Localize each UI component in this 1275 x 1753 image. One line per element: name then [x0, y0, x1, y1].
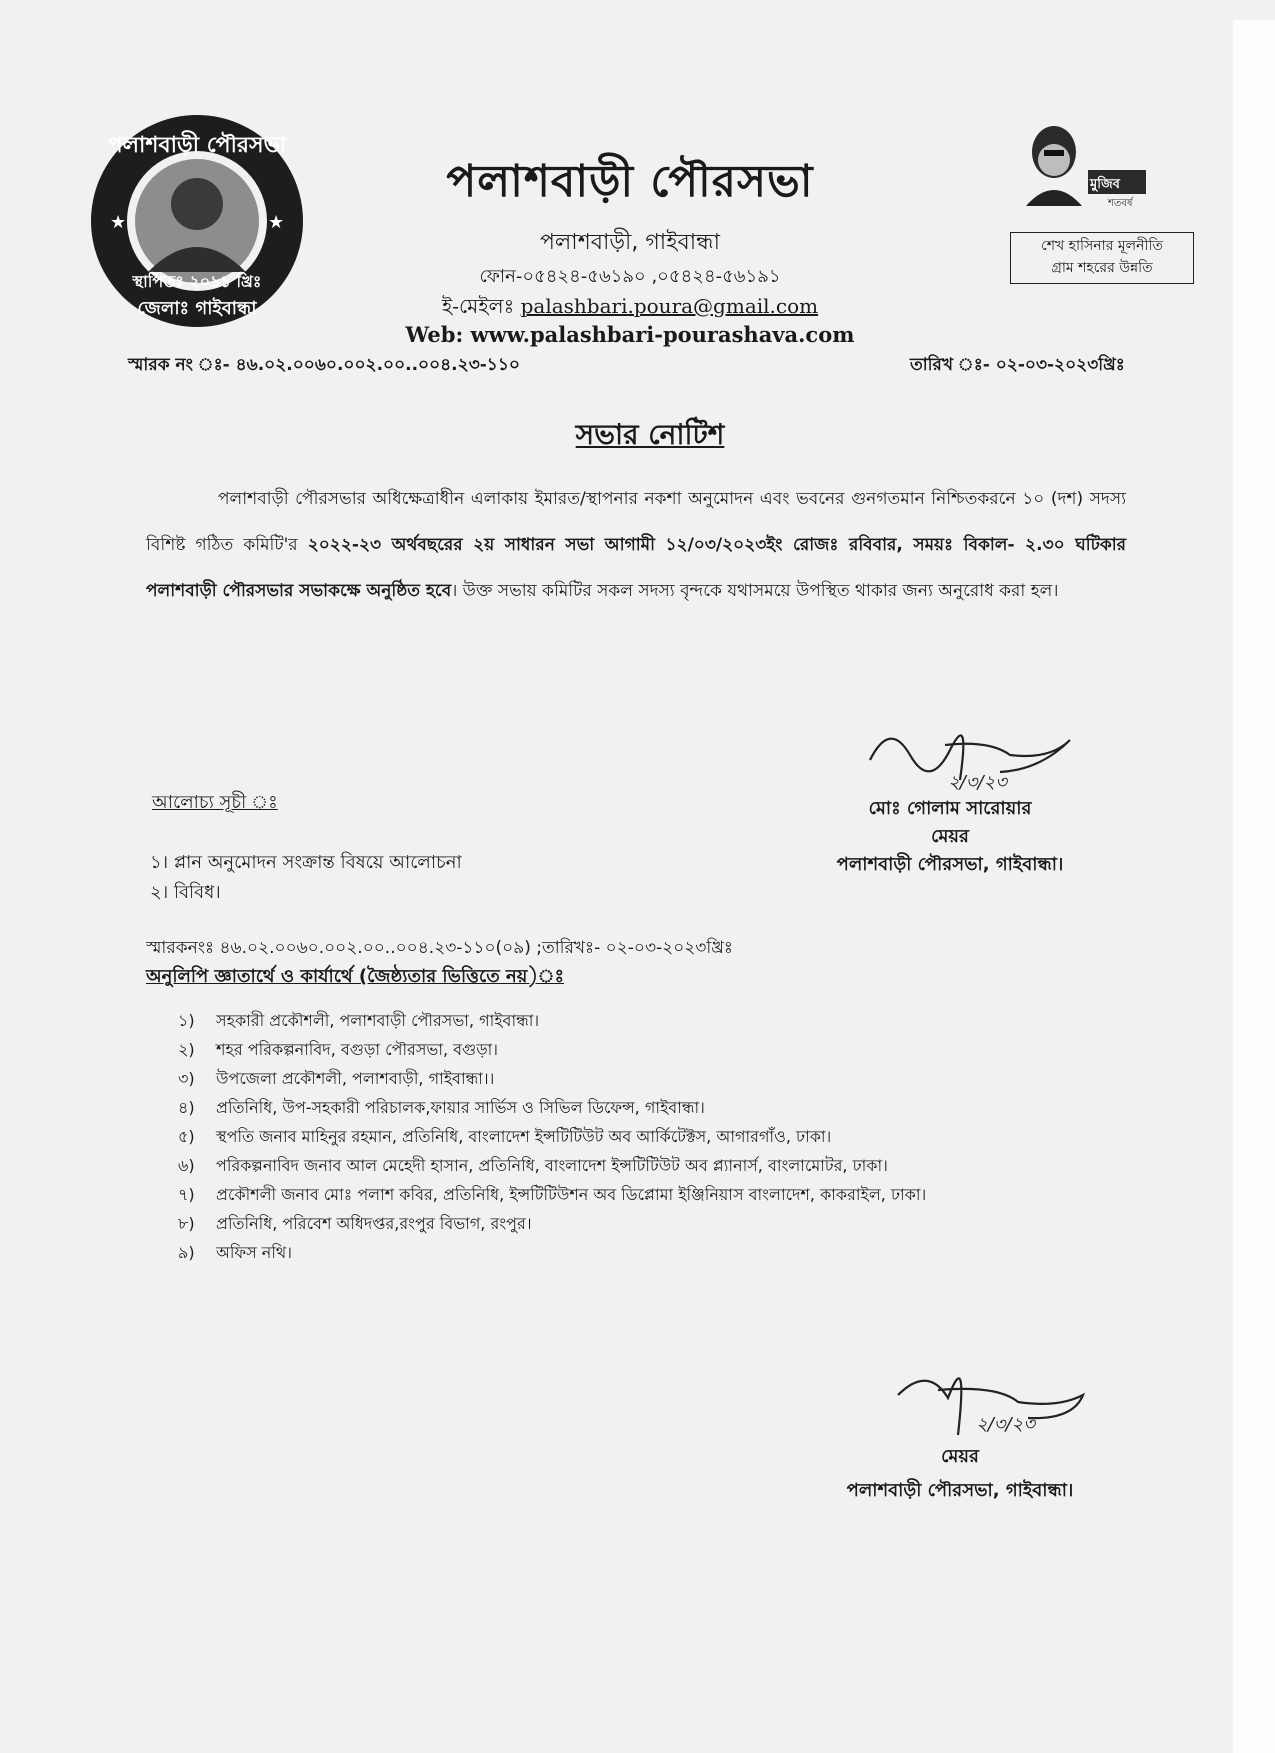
mayor-signature [850, 700, 1080, 800]
signer-2-office: পলাশবাড়ী পৌরসভা, গাইবান্ধা। [846, 1480, 1074, 1501]
copy-list [178, 1006, 926, 1267]
seal-star-right-icon: ★ [268, 212, 285, 233]
list-item: ৪) প্রতিনিধি, উপ-সহকারী পরিচালক,ফায়ার সার্ভিস ও সিভিল ডিফেন্স, গাইবান্ধা। [178, 1098, 705, 1117]
list-item: ৭) প্রকৌশলী জনাব মোঃ পলাশ কবির, প্রতিনিধি, ইন্সটিটিউশন অব ডিপ্লোমা ইঞ্জিনিয়াস বাংলাদেশ, কাকরাইল, ঢাকা। [178, 1185, 927, 1204]
seal-established: স্থাপিতঃ ২০১১ খ্রিঃ [132, 272, 262, 291]
agenda-item: ১। প্লান অনুমোদন সংক্রান্ত বিষয়ে আলোচনা [150, 852, 462, 873]
signer-title: মেয়র [931, 826, 969, 847]
org-phone: ফোন-০৫৪২৪-৫৬১৯০ ,০৫৪২৪-৫৬১৯১ [479, 266, 781, 287]
list-item: ৫) স্থপতি জনাব মাহিনুর রহমান, প্রতিনিধি, বাংলাদেশ ইন্সটিটিউট অব আর্কিটেক্টস, আগারগাঁও, ঢাকা। [178, 1127, 832, 1146]
copy-memo: স্মারকনংঃ ৪৬.০২.০০৬০.০০২.০০..০০৪.২৩-১১০(০৯) ;তারিখঃ- ০২-০৩-২০২৩খ্রিঃ [146, 938, 733, 958]
mayor-signature-2 [868, 1340, 1098, 1450]
agenda-item: ২। বিবিধ। [150, 882, 221, 903]
org-title: পলাশবাড়ী পৌরসভা [446, 156, 814, 207]
copy-title: অনুলিপি জ্ঞাতার্থে ও কার্যার্থে (জৈষ্ঠ্যতার ভিত্তিতে নয়)ঃ [146, 966, 565, 987]
signature-2-date: ২/৩/২৩ [976, 1414, 1035, 1435]
seal-text: পলাশবাড়ী পৌরসভা [107, 133, 287, 158]
mujib-logo-sub: শতবর্ষ [1108, 198, 1133, 209]
list-item: ৮) প্রতিনিধি, পরিবেশ অধিদপ্তর,রংপুর বিভাগ, রংপুর। [178, 1214, 532, 1233]
list-item: ১) সহকারী প্রকৌশলী, পলাশবাড়ী পৌরসভা, গাইবান্ধা। [178, 1011, 540, 1030]
notice-body-bold: ২০২২-২৩ অর্থবছরের ২য় সাধারন সভা আগামী ১২/০৩/২০২৩ইং রোজঃ রবিবার, সময়ঃ বিকাল- ২.৩০ ঘটিকার পলাশবাড়ী পৌরসভার সভাকক্ষে অনুষ্ঠিত হবে [146, 535, 1127, 601]
signer-name: মোঃ গোলাম সারোয়ার [868, 798, 1032, 819]
list-item: ৯) অফিস নথি। [178, 1243, 292, 1262]
list-item: ৩) উপজেলা প্রকৌশলী, পলাশবাড়ী, গাইবান্ধা।। [178, 1069, 495, 1088]
signer-2-block [790, 1440, 1130, 1508]
org-email [380, 292, 880, 325]
notice-title: সভার নোটিশ [575, 418, 725, 451]
agenda-title: আলোচ্য সূচী ঃ [152, 792, 278, 813]
signer-2-title: মেয়র [941, 1446, 979, 1467]
seal-district: জেলাঃ গাইবান্ধা [137, 298, 257, 319]
page-right-margin [1233, 20, 1275, 1753]
notice-body [146, 476, 1126, 614]
list-item: ২) শহর পরিকল্পনাবিদ, বগুড়া পৌরসভা, বগুড়া। [178, 1040, 499, 1059]
mujib-centenary-logo-icon [1018, 122, 1158, 212]
email-link[interactable]: palashbari.poura@gmail.com [520, 294, 819, 318]
notice-body-end: । উক্ত সভায় কমিটির সকল সদস্য বৃন্দকে যথাসময়ে উপস্থিত থাকার জন্য অনুরোধ করা হল। [451, 581, 1059, 601]
signature-date: ২/৩/২৩ [948, 772, 1007, 793]
signer-block [770, 795, 1130, 879]
memo-number: স্মারক নং ঃ- ৪৬.০২.০০৬০.০০২.০০..০০৪.২৩-১১০ [128, 355, 520, 375]
motto-line-1: শেখ হাসিনার মূলনীতি [1041, 238, 1163, 254]
notice-body-start: পলাশবাড়ী পৌরসভার অধিক্ষেত্রাধীন এলাকায় ইমারত/স্থাপনার নকশা অনুমোদন এবং ভবনের গুনগতমান নিশ্চিতকরনে ১০ (দশ) সদস্য বিশিষ্ট গঠিত কমিটি'র [146, 489, 1126, 555]
motto-line-2: গ্রাম শহরের উন্নতি [1051, 260, 1153, 276]
motto-box [1010, 232, 1194, 284]
mujib-logo-text: মুজিব [1090, 177, 1120, 192]
signer-office: পলাশবাড়ী পৌরসভা, গাইবান্ধা। [836, 854, 1064, 875]
list-item: ৬) পরিকল্পনাবিদ জনাব আল মেহেদী হাসান, প্রতিনিধি, বাংলাদেশ ইন্সটিটিউট অব প্ল্যানার্স, বাংলামোটর, ঢাকা। [178, 1156, 888, 1175]
seal-star-left-icon: ★ [110, 212, 127, 233]
email-label: ই-মেইলঃ [441, 294, 515, 318]
municipality-seal-icon [88, 112, 306, 330]
memo-date: তারিখ ঃ- ০২-০৩-২০২৩খ্রিঃ [910, 355, 1125, 375]
org-location: পলাশবাড়ী, গাইবান্ধা [539, 230, 720, 255]
org-web: Web: www.palashbari-pourashava.com [405, 322, 855, 347]
